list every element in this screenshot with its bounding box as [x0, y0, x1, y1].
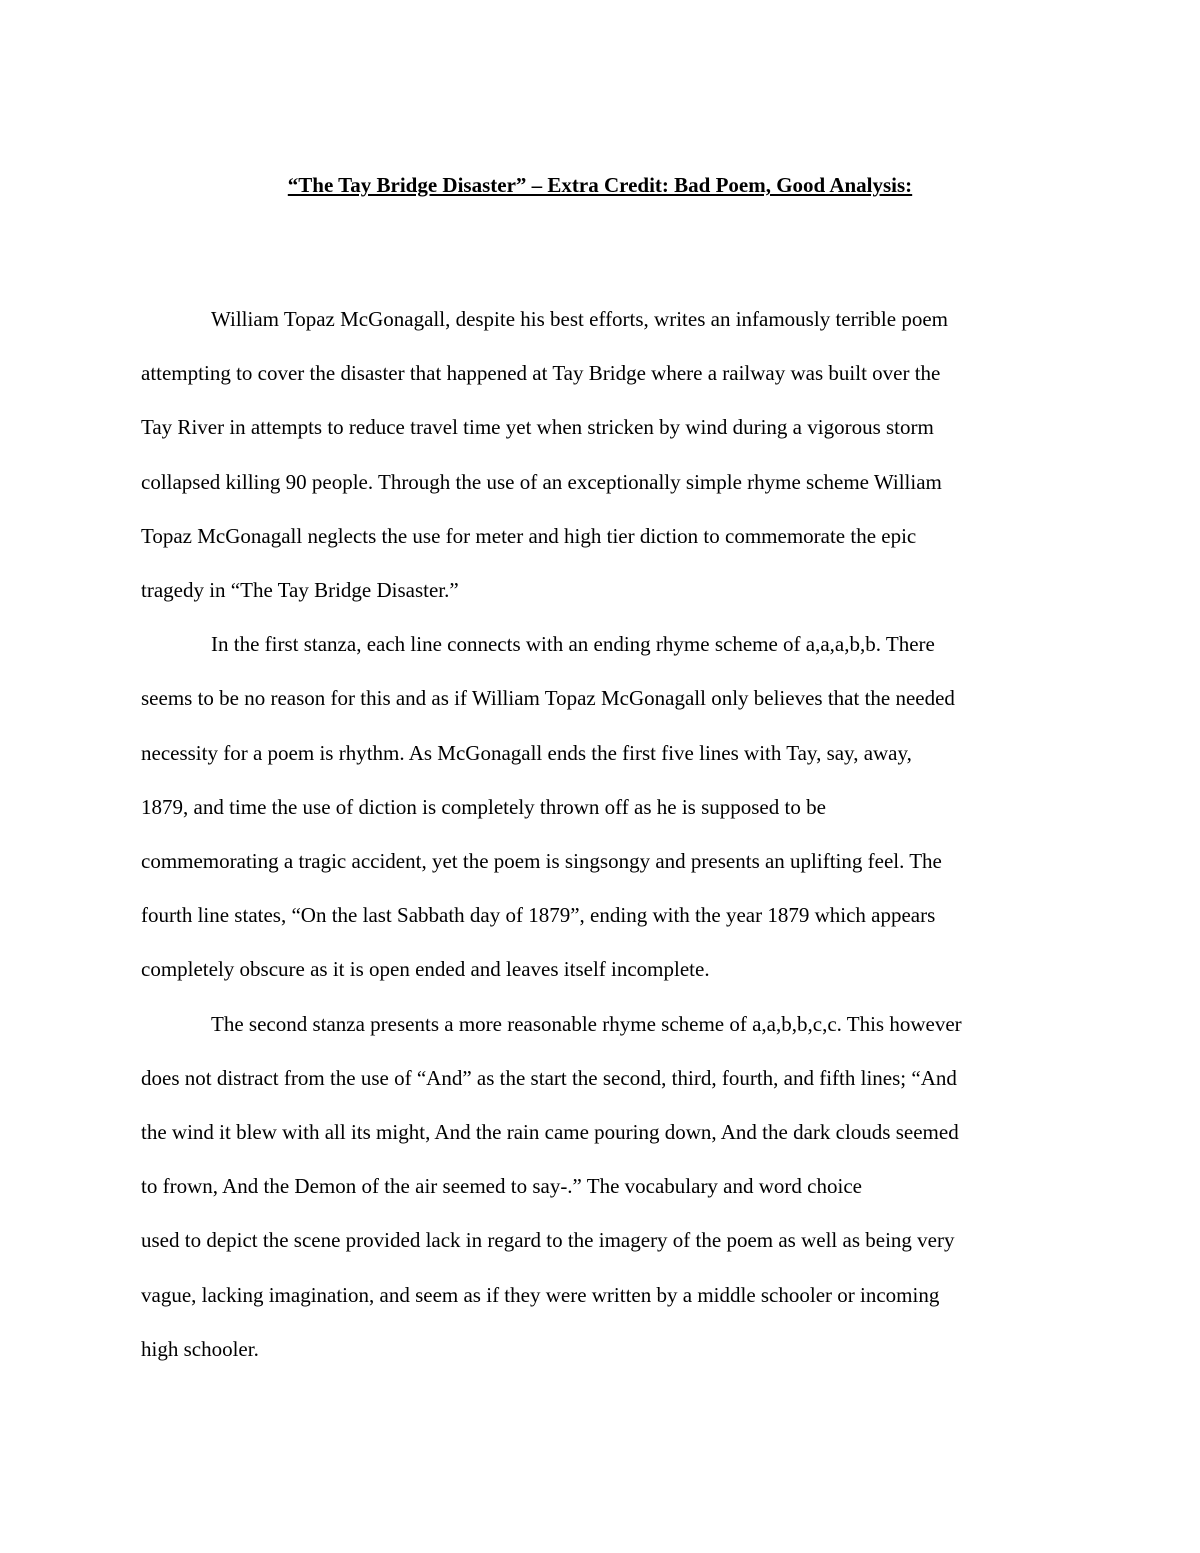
paragraph-line: 1879, and time the use of diction is completely thrown off as he is supposed to be: [141, 794, 826, 819]
paragraph-line: necessity for a poem is rhythm. As McGonagall ends the first five lines with Tay, say, away,: [141, 740, 912, 765]
paragraph-line: used to depict the scene provided lack in regard to the imagery of the poem as well as being very: [141, 1228, 955, 1253]
paragraph-line: collapsed killing 90 people. Through the use of an exceptionally simple rhyme scheme William: [141, 469, 942, 494]
paragraph-second-stanza: [141, 997, 1071, 1376]
paragraph-line: high schooler.: [141, 1336, 259, 1361]
paragraph-line: seems to be no reason for this and as if William Topaz McGonagall only believes that the needed: [141, 686, 955, 711]
paragraph-line: The second stanza presents a more reasonable rhyme scheme of a,a,b,b,c,c. This however: [211, 1011, 962, 1036]
paragraph-line: attempting to cover the disaster that happened at Tay Bridge where a railway was built over the: [141, 361, 941, 386]
paragraph-line: commemorating a tragic accident, yet the poem is singsongy and presents an uplifting feel. The: [141, 849, 942, 874]
paragraph-line: tragedy in “The Tay Bridge Disaster.”: [141, 578, 459, 603]
paragraph-line: fourth line states, “On the last Sabbath day of 1879”, ending with the year 1879 which appears: [141, 903, 936, 928]
paragraph-line: William Topaz McGonagall, despite his best efforts, writes an infamously terrible poem: [211, 307, 948, 331]
paragraph-line: Tay River in attempts to reduce travel time yet when stricken by wind during a vigorous storm: [141, 415, 934, 440]
document-body: [141, 292, 1071, 1376]
paragraph-line: the wind it blew with all its might, And the rain came pouring down, And the dark clouds seemed: [141, 1120, 959, 1145]
paragraph-line: to frown, And the Demon of the air seemed to say-.” The vocabulary and word choice: [141, 1174, 862, 1199]
paragraph-first-stanza: [141, 617, 1071, 996]
paragraph-line: Topaz McGonagall neglects the use for meter and high tier diction to commemorate the epic: [141, 523, 917, 548]
paragraph-line: does not distract from the use of “And” as the start the second, third, fourth, and fifth lines; “And: [141, 1065, 957, 1090]
paragraph-intro: [141, 292, 1071, 617]
document-title: “The Tay Bridge Disaster” – Extra Credit: Bad Poem, Good Analysis:: [287, 173, 913, 197]
paragraph-line: In the first stanza, each line connects with an ending rhyme scheme of a,a,a,b,b. There: [211, 632, 935, 657]
paragraph-line: vague, lacking imagination, and seem as if they were written by a middle schooler or incoming: [141, 1282, 940, 1307]
paragraph-line: completely obscure as it is open ended and leaves itself incomplete.: [141, 957, 710, 982]
